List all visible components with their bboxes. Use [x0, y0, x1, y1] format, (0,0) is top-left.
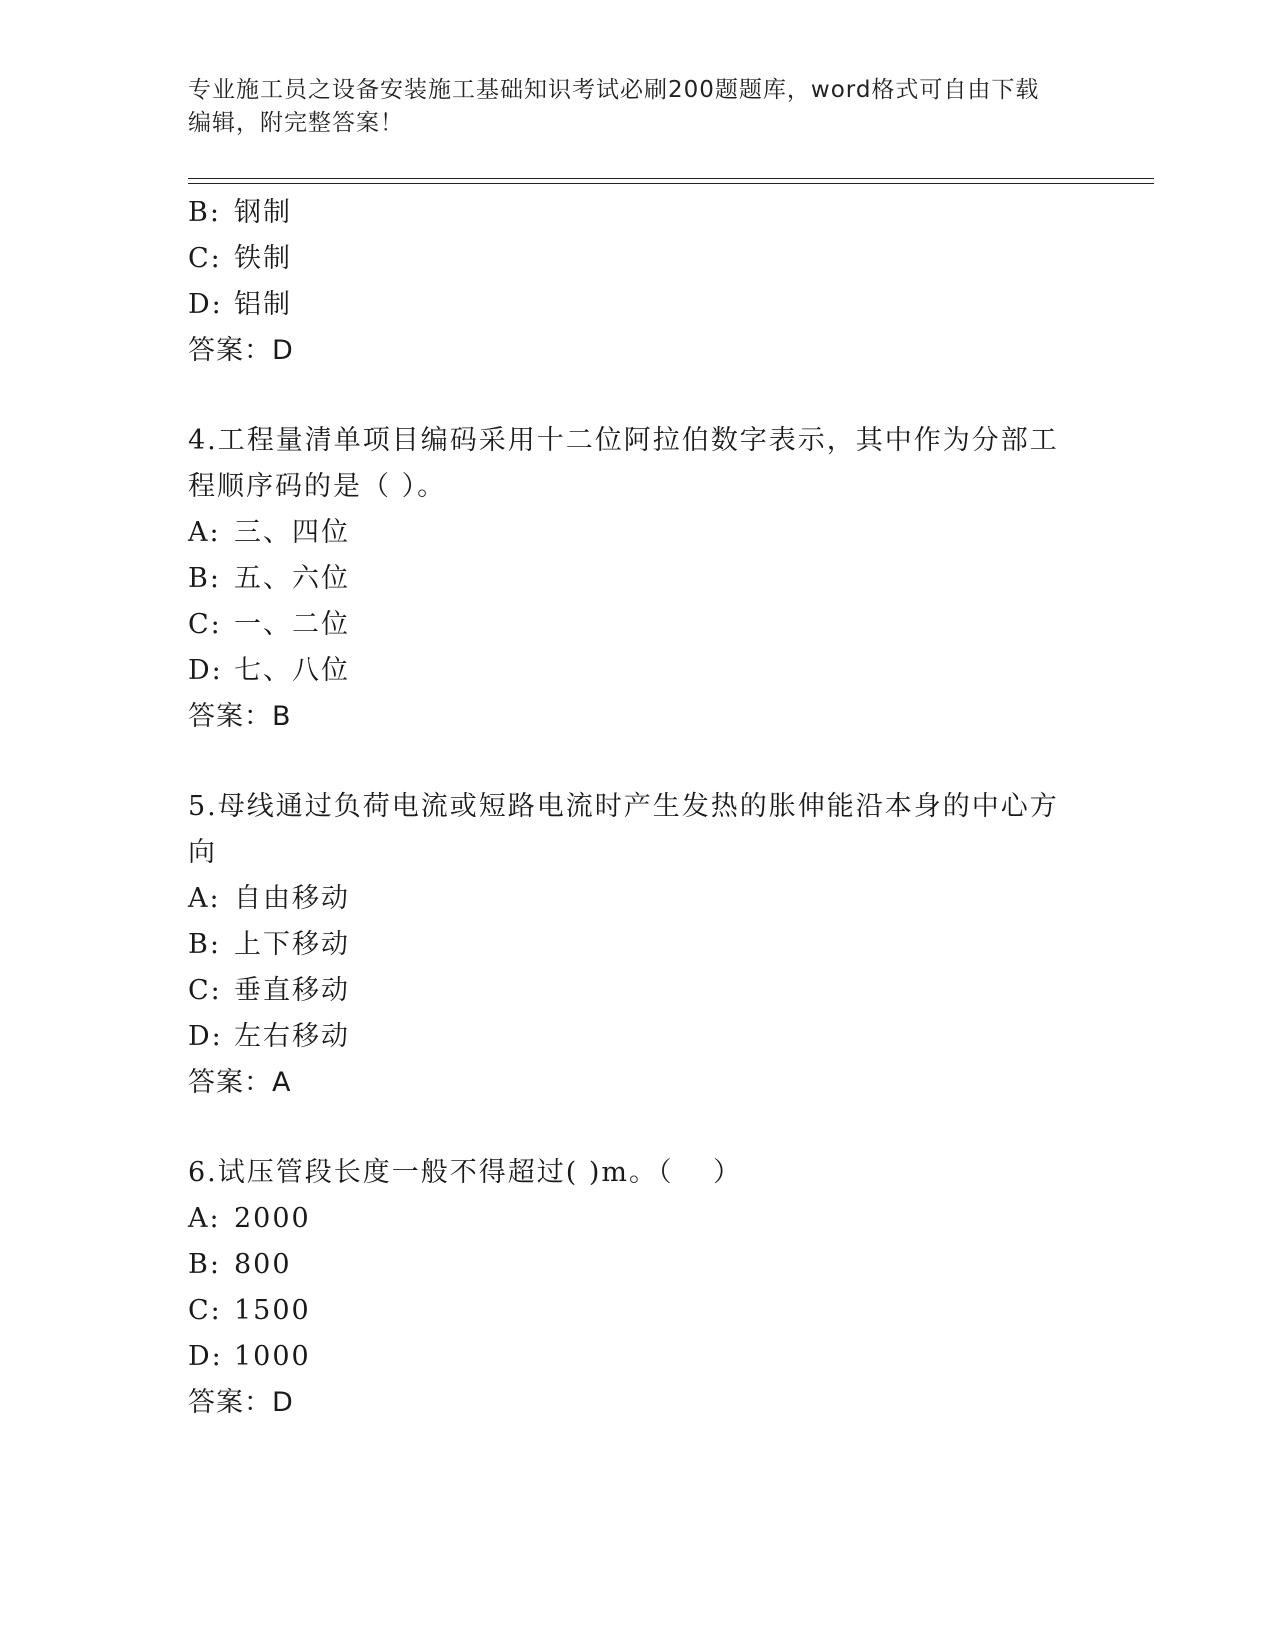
header-title-line-1: 专业施工员之设备安装施工基础知识考试必刷200题题库，word格式可自由下载 [188, 77, 1040, 103]
option-label: B: [188, 563, 221, 594]
option-text: 800 [234, 1249, 292, 1280]
spacer [188, 374, 1068, 418]
question-stem-line-1: 5.母线通过负荷电流或短路电流时产生发热的胀伸能沿本身的中心方 [188, 791, 1059, 822]
option-c [188, 1288, 1068, 1334]
option-c [188, 602, 1068, 648]
option-label: B: [188, 929, 221, 960]
option-label: C: [188, 1295, 222, 1326]
option-label: C: [188, 609, 222, 640]
question-block-4 [188, 418, 1068, 740]
option-a [188, 510, 1068, 556]
option-b [188, 556, 1068, 602]
option-text: 垂直移动 [234, 975, 350, 1006]
option-label: D: [188, 289, 223, 320]
option-label: B: [188, 197, 221, 228]
question-block-5 [188, 784, 1068, 1106]
option-label: D: [188, 1341, 223, 1372]
option-a [188, 876, 1068, 922]
option-c [188, 968, 1068, 1014]
answer-line: 答案：B [188, 701, 292, 732]
option-d [188, 1014, 1068, 1060]
header-divider-bottom [188, 183, 1154, 184]
option-b [188, 922, 1068, 968]
answer-line: 答案：D [188, 1387, 294, 1418]
option-d [188, 282, 1068, 328]
option-label: A: [188, 883, 221, 914]
option-text: 七、八位 [234, 655, 350, 686]
question-block-6 [188, 1150, 1068, 1426]
option-a [188, 1196, 1068, 1242]
option-text: 自由移动 [234, 883, 350, 914]
spacer [188, 1106, 1068, 1150]
option-text: 铁制 [234, 243, 292, 274]
question-block-continued [188, 190, 1068, 374]
header-divider-top [188, 178, 1154, 179]
header-title-line-2: 编辑，附完整答案！ [188, 110, 404, 136]
option-label: B: [188, 1249, 221, 1280]
spacer [188, 740, 1068, 784]
answer-line: 答案：A [188, 1067, 292, 1098]
option-d [188, 1334, 1068, 1380]
answer-line: 答案：D [188, 335, 294, 366]
option-text: 三、四位 [234, 517, 350, 548]
option-label: C: [188, 243, 222, 274]
question-stem-line-2: 向 [188, 837, 217, 868]
option-d [188, 648, 1068, 694]
question-stem-line-2: 程顺序码的是（ ）。 [188, 471, 447, 502]
document-header [188, 74, 1088, 140]
option-text: 1000 [234, 1341, 311, 1372]
option-b [188, 190, 1068, 236]
option-text: 一、二位 [234, 609, 350, 640]
option-text: 铝制 [234, 289, 292, 320]
option-label: D: [188, 655, 223, 686]
option-text: 左右移动 [234, 1021, 350, 1052]
option-label: C: [188, 975, 222, 1006]
question-stem-line-1: 6.试压管段长度一般不得超过( )m。（ ） [188, 1157, 743, 1188]
option-label: A: [188, 1203, 221, 1234]
option-c [188, 236, 1068, 282]
option-label: A: [188, 517, 221, 548]
option-text: 上下移动 [234, 929, 350, 960]
option-b [188, 1242, 1068, 1288]
question-stem-line-1: 4.工程量清单项目编码采用十二位阿拉伯数字表示，其中作为分部工 [188, 425, 1059, 456]
question-list [188, 190, 1068, 1426]
option-text: 1500 [234, 1295, 311, 1326]
option-label: D: [188, 1021, 223, 1052]
option-text: 五、六位 [234, 563, 350, 594]
option-text: 钢制 [234, 197, 292, 228]
option-text: 2000 [234, 1203, 311, 1234]
